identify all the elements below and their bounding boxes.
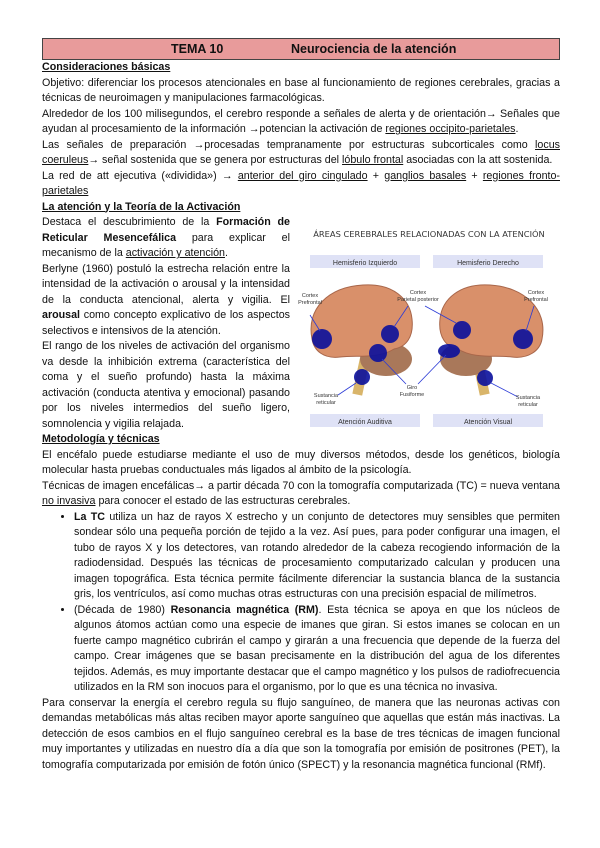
label-line: Prefrontal [524,297,548,303]
text-run: Las señales de preparación →procesadas tempranamente por estructuras subcorticales como [42,138,536,151]
text-run: . [515,123,519,135]
paragraph [42,448,560,479]
label-giro-fusiforme: Giro [406,385,418,391]
text-run: como concepto explicativo de los aspectos selectivos e intensivos de la atención. [42,309,290,337]
text-run: (Década de 1980) [74,603,171,616]
text-run: para conocer el estado de las estructuras cerebrales. [95,495,351,507]
bullet-item [74,603,560,696]
text-run: para explicar el mecanismo de la [42,231,290,259]
text-run: Para conservar la energía el cerebro regula su flujo sanguíneo, de manera que las neuronas activas con demandas metabólicas más altas reciben mayor aporte sanguíneo que aquellas que están más inactivas. La detección de esos cambios en el flujo sanguíneo cerebral es la base de tres técnicas de imagen funcional muy importantes y utilizadas en nuestro día a día que son la tomografía por emisión de positrones (PET), la tomografía computarizada por emisión de fotón único (SPECT) y la resonancia magnética funcional (RMf). [42,696,560,771]
bold-term: Resonancia magnética (RM) [170,603,319,616]
text-run: utiliza un haz de rayos X estrecho y un conjunto de detectores muy sensibles que permiten sondear sólo una pequeña porción de tejido a la vez. Así pues, para poder configurar una imagen, el tubo de rayos X y los detectores, van rotando alrededor de la cabeza recogiendo información de la radiodensidad. Después las técnicas de procesamiento computarizado calculan y producen una imagen topográfica. Esta técnica permite fácilmente diferenciar la sustancia blanca de la sustancia gris, los ventrículos, así como muchas otras estructuras con una precisión espacial de milímetros. [74,510,560,600]
auditory-attention-label: Atención Auditiva [338,419,392,426]
text-run: . Esta técnica se apoya en que los núcleos de algunos átomos actúan como una especie de imanes que giran. Si estos imanes se colocan en un fuerte campo magnético cubrirán el campo y girarán a una frecuencia que depende de la fuerza del campo. Crear imágenes que se basan precisamente en la distribución del agua de los diferentes tejidos. Además, es muy importante destacar que el campo magnético y los pulsos de radiofrecuencia utilizados en la RM son inocuos para el organismo, por lo que es una técnica no invasiva. [74,603,560,693]
bold-term: Formación de Reticular Mesencefálica [42,216,290,244]
text-run: + [466,169,483,182]
label-cortex-parietal: Cortex [409,290,427,296]
underlined-term: regiones fronto-parietales [42,169,560,197]
text-run: Alrededor de los 100 milisegundos, el cerebro responde a señales de alerta y de orientación→ Señales que ayudan al procesamiento de la información →potencian la activación de [42,107,560,135]
visual-attention-label: Atención Visual [463,419,513,426]
paragraph [42,138,560,169]
section-body [42,448,560,510]
label-line: reticular [316,400,336,406]
text-run: Berlyne (1960) postuló la estrecha relación entre la intensidad de la activación o arousal y la intensidad de la conducta atencional, alerta y vigilia. El [42,262,290,306]
label-line: Prefrontal [298,300,322,306]
paragraph [42,76,560,107]
text-run: El encéfalo puede estudiarse mediante el uso de muy diversos métodos, desde los genéticos, biología molecular hasta pruebas conductuales más ligados al ámbito de la psicología. [42,448,560,476]
text-run: . [224,247,228,259]
text-run: La red de att ejecutiva («dividida») → [42,169,238,182]
section-heading: Consideraciones básicas [42,61,171,73]
title-bar [42,38,560,60]
bold-term: arousal [42,309,81,321]
label-cortex-prefrontal-left: Cortex [301,293,319,299]
text-run: Destaca el descubrimiento de la [42,216,217,228]
paragraph [42,479,560,510]
topic-number: TEMA 10 [171,42,224,56]
text-run: El rango de los niveles de activación del organismo va desde la inhibición extrema (característica del coma y el sueño profundo) hasta la máxima activación (conducta atentiva y emocional) pasando por los niveles intermedios del sueño ligero, somnolencia y vigilia relajada. [42,340,290,430]
label-sustancia-left: Sustancia [313,393,339,399]
section-heading: Metodología y técnicas [42,433,160,445]
underlined-term: regiones occipito-parietales [385,123,516,135]
label-line: reticular [518,402,538,408]
underlined-term: no invasiva [42,495,96,507]
text-run: Técnicas de imagen encefálicas→ a partir década 70 con la tomografía computarizada (TC) = nueva ventana [42,479,560,492]
brain-areas-figure [298,219,560,431]
right-hemisphere-label: Hemisferio Derecho [457,260,519,267]
section-closing [42,696,560,774]
label-sustancia-right: Sustancia [515,395,541,401]
label-line: Fusiforme [399,392,425,398]
bold-term: La TC [74,510,106,523]
left-hemisphere-label: Hemisferio Izquierdo [332,260,398,267]
underlined-term: activación y atención [125,247,225,259]
figure-title: ÁREAS CEREBRALES RELACIONADAS CON LA ATENCIÓN [313,229,545,239]
underlined-term: anterior del giro cingulado [237,169,368,182]
document-page [42,38,560,773]
paragraph [42,696,560,774]
section-heading: La atención y la Teoría de la Activación [42,200,241,213]
paragraph [42,169,560,200]
paragraph [42,107,560,138]
label-cortex-prefrontal-right: Cortex [527,290,545,296]
bullet-list [42,510,560,696]
text-run: Objetivo: diferenciar los procesos atencionales en base al funcionamiento de regiones cerebrales, gracias a técnicas de neuroimagen y manipulaciones farmacológicas. [42,76,560,104]
label-line: Parietal posterior [397,297,439,303]
bullet-item [74,510,560,603]
underlined-term: ganglios basales [384,169,467,182]
text-run: → señal sostenida que se genera por estructuras del [88,154,343,166]
underlined-term: lóbulo frontal [342,154,404,166]
text-run: + [367,169,385,182]
text-run: asociadas con la att sostenida. [403,154,553,166]
section-body [42,76,560,200]
topic-title: Neurociencia de la atención [291,42,457,56]
underlined-term: locus coeruleus [42,138,560,166]
